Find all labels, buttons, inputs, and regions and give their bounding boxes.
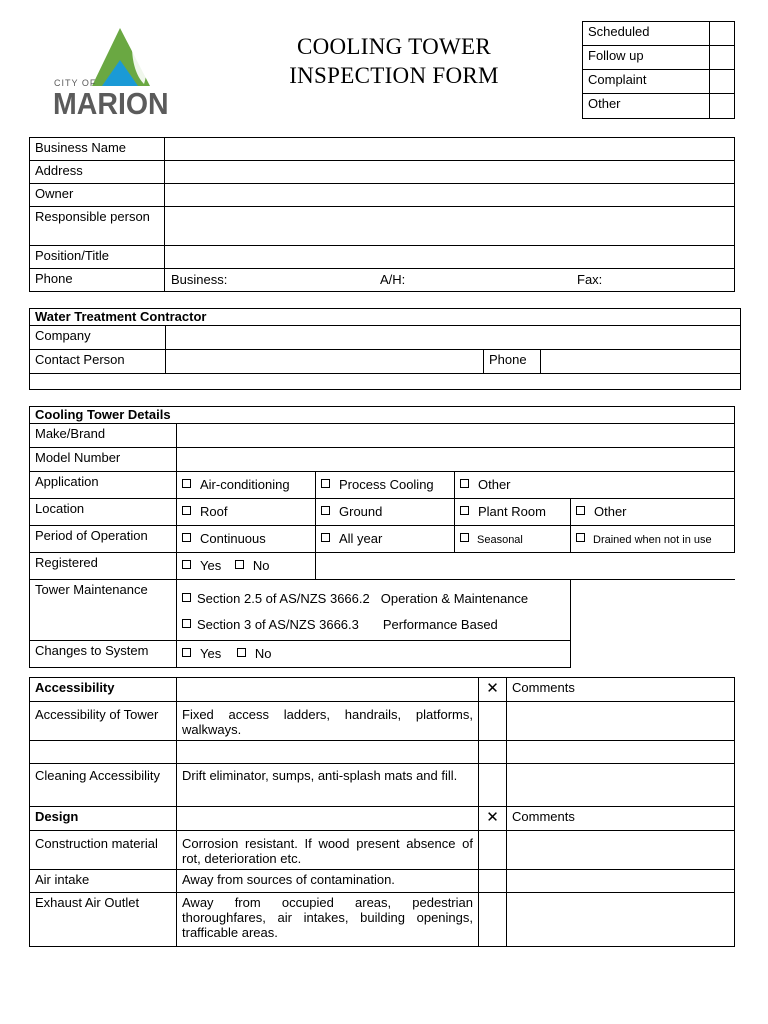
period-seasonal-option[interactable]: Seasonal	[455, 526, 571, 553]
logo-name: MARION	[53, 86, 169, 121]
air-intake-comment[interactable]	[507, 870, 735, 893]
address-label: Address	[30, 161, 165, 184]
model-number-label: Model Number	[30, 448, 177, 472]
location-label: Location	[30, 499, 177, 526]
title-line-1: COOLING TOWER	[296, 34, 492, 59]
accessibility-of-tower-desc: Fixed access ladders, handrails, platforms, walkways.	[177, 702, 479, 741]
phone-label: Phone	[30, 269, 165, 292]
checkbox-icon[interactable]	[321, 479, 330, 488]
checkbox-icon[interactable]	[182, 619, 191, 628]
checkbox-icon[interactable]	[182, 533, 191, 542]
design-heading: Design	[30, 807, 177, 831]
checkbox-icon[interactable]	[576, 506, 585, 515]
type-follow-up-checkbox[interactable]	[710, 46, 735, 70]
period-all-year-option[interactable]: All year	[316, 526, 455, 553]
exhaust-air-outlet-comment[interactable]	[507, 893, 735, 947]
form-title	[244, 32, 544, 90]
city-logo	[54, 26, 180, 120]
close-icon: ✕	[479, 678, 507, 702]
business-details-table	[29, 137, 735, 292]
inspection-type-table	[582, 21, 735, 119]
type-complaint-checkbox[interactable]	[710, 70, 735, 94]
period-drained-option[interactable]: Drained when not in use	[571, 526, 735, 553]
changes-yes-label: Yes	[200, 646, 222, 661]
air-intake-check[interactable]	[479, 870, 507, 893]
responsible-person-label: Responsible person	[30, 207, 165, 246]
type-scheduled: Scheduled	[583, 22, 710, 46]
checkbox-icon[interactable]	[576, 533, 585, 542]
close-icon: ✕	[479, 807, 507, 831]
cleaning-accessibility-label: Cleaning Accessibility	[30, 764, 177, 807]
accessibility-of-tower-check[interactable]	[479, 702, 507, 741]
contact-person-label: Contact Person	[30, 350, 166, 374]
exhaust-air-outlet-label: Exhaust Air Outlet	[30, 893, 177, 947]
registered-no-label: No	[252, 558, 270, 573]
app-process-cooling-option[interactable]: Process Cooling	[316, 472, 455, 499]
loc-other-option[interactable]: Other	[571, 499, 735, 526]
contractor-table	[29, 308, 741, 390]
maintenance-options	[177, 580, 571, 641]
title-line-2: INSPECTION FORM	[289, 63, 499, 88]
tower-heading: Cooling Tower Details	[30, 407, 735, 424]
phone-business-label: Business:	[171, 272, 228, 287]
company-field[interactable]	[166, 326, 741, 350]
cleaning-accessibility-desc: Drift eliminator, sumps, anti-splash mats and fill.	[177, 764, 479, 807]
checkbox-icon[interactable]	[460, 506, 469, 515]
maintenance-option-1[interactable]: Section 2.5 of AS/NZS 3666.2 Operation & Maintenance	[182, 586, 565, 612]
contractor-blank-row[interactable]	[30, 374, 741, 390]
checkbox-icon[interactable]	[182, 479, 191, 488]
accessibility-comments-header: Comments	[507, 678, 735, 702]
period-label: Period of Operation	[30, 526, 177, 553]
checkbox-icon[interactable]	[460, 479, 469, 488]
app-other-option[interactable]: Other	[455, 472, 735, 499]
air-intake-desc: Away from sources of contamination.	[177, 870, 479, 893]
loc-plant-room-option[interactable]: Plant Room	[455, 499, 571, 526]
contractor-heading: Water Treatment Contractor	[30, 309, 741, 326]
phone-fax-label: Fax:	[577, 272, 603, 287]
owner-label: Owner	[30, 184, 165, 207]
type-follow-up: Follow up	[583, 46, 710, 70]
checkbox-icon[interactable]	[182, 506, 191, 515]
checkbox-icon[interactable]	[321, 506, 330, 515]
address-field[interactable]	[165, 161, 735, 184]
logo-city-of: CITY OF	[54, 78, 97, 88]
air-intake-label: Air intake	[30, 870, 177, 893]
responsible-person-field[interactable]	[165, 207, 735, 246]
accessibility-of-tower-label: Accessibility of Tower	[30, 702, 177, 741]
accessibility-heading: Accessibility	[30, 678, 177, 702]
exhaust-air-outlet-check[interactable]	[479, 893, 507, 947]
changes-yes-checkbox[interactable]	[182, 648, 191, 657]
make-brand-field[interactable]	[177, 424, 735, 448]
registered-yes-label: Yes	[200, 558, 222, 573]
construction-material-comment[interactable]	[507, 831, 735, 870]
type-complaint: Complaint	[583, 70, 710, 94]
cleaning-accessibility-comment[interactable]	[507, 764, 735, 807]
registered-label: Registered	[30, 553, 177, 580]
type-scheduled-checkbox[interactable]	[710, 22, 735, 46]
period-continuous-option[interactable]: Continuous	[177, 526, 316, 553]
construction-material-desc: Corrosion resistant. If wood present absence of rot, deterioration etc.	[177, 831, 479, 870]
changes-no-label: No	[254, 646, 272, 661]
contractor-phone-field[interactable]	[541, 350, 741, 374]
business-name-label: Business Name	[30, 138, 165, 161]
registered-no-checkbox[interactable]	[235, 560, 244, 569]
exhaust-air-outlet-desc: Away from occupied areas, pedestrian thoroughfares, air intakes, building openings, trafficable areas.	[177, 893, 479, 947]
accessibility-of-tower-comment[interactable]	[507, 702, 735, 741]
construction-material-check[interactable]	[479, 831, 507, 870]
registered-yes-checkbox[interactable]	[182, 560, 191, 569]
business-name-field[interactable]	[165, 138, 735, 161]
checkbox-icon[interactable]	[321, 533, 330, 542]
loc-roof-option[interactable]: Roof	[177, 499, 316, 526]
cleaning-accessibility-check[interactable]	[479, 764, 507, 807]
checkbox-icon[interactable]	[460, 533, 469, 542]
loc-ground-option[interactable]: Ground	[316, 499, 455, 526]
contractor-phone-label: Phone	[484, 350, 541, 374]
construction-material-label: Construction material	[30, 831, 177, 870]
phone-ah-label: A/H:	[380, 272, 406, 287]
maintenance-option-2[interactable]: Section 3 of AS/NZS 3666.3 Performance Based	[182, 612, 565, 638]
type-other-checkbox[interactable]	[710, 94, 735, 119]
registered-options	[177, 553, 316, 580]
company-label: Company	[30, 326, 166, 350]
changes-no-checkbox[interactable]	[237, 648, 246, 657]
phone-fields[interactable]	[165, 269, 735, 292]
checklist-table	[29, 677, 735, 947]
application-label: Application	[30, 472, 177, 499]
changes-options	[177, 641, 571, 668]
type-other: Other	[583, 94, 710, 119]
contact-person-field[interactable]	[166, 350, 484, 374]
tower-maintenance-label: Tower Maintenance	[30, 580, 177, 641]
design-comments-header: Comments	[507, 807, 735, 831]
owner-field[interactable]	[165, 184, 735, 207]
position-title-label: Position/Title	[30, 246, 165, 269]
checkbox-icon[interactable]	[182, 593, 191, 602]
tower-details-table	[29, 406, 735, 668]
app-air-conditioning-option[interactable]: Air-conditioning	[177, 472, 316, 499]
position-title-field[interactable]	[165, 246, 735, 269]
make-brand-label: Make/Brand	[30, 424, 177, 448]
changes-label: Changes to System	[30, 641, 177, 668]
model-number-field[interactable]	[177, 448, 735, 472]
